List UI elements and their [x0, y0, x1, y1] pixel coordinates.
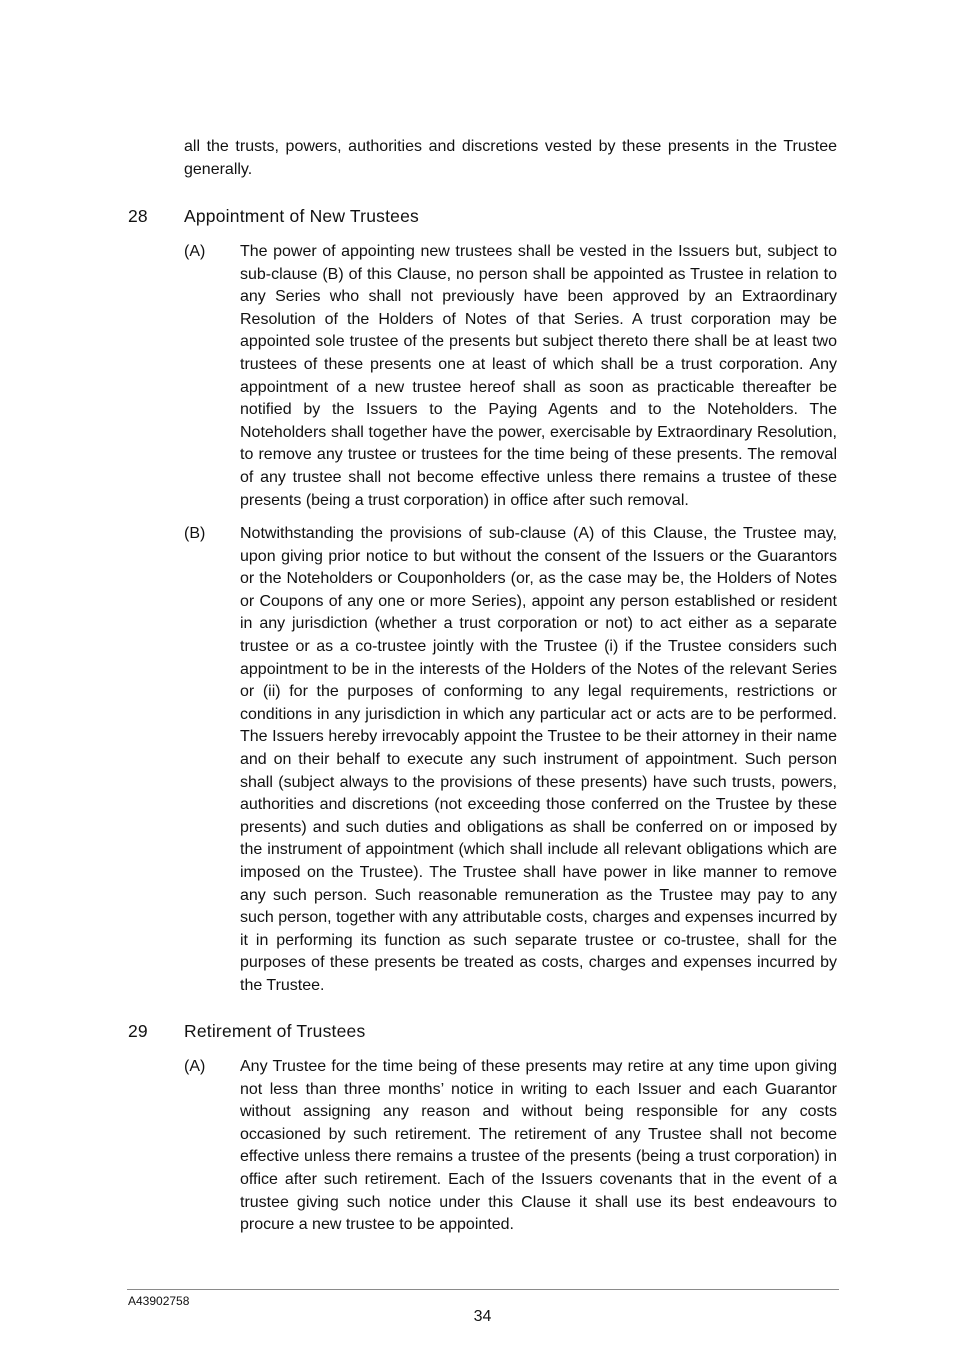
- section-heading-28: [128, 205, 828, 227]
- section-title: Retirement of Trustees: [184, 1021, 366, 1041]
- section-number: 29: [128, 1021, 148, 1041]
- page-number: 34: [473, 1308, 492, 1325]
- clause-text-28b: Notwithstanding the provisions of sub-clause (A) of this Clause, the Trustee may, upon giving prior notice to but without the consent of the Issuers or the Guarantors or the Noteholders or Couponholders (or, as the case may be, the Holders of Notes or Coupons of any one or more Series), appoint any person established or resident in any jurisdiction (whether a trust corporation or not) to act either as a separate trustee or as a co-trustee jointly with the Trustee (i) if the Trustee considers such appointment to be in the interests of the Holders of the Notes of the relevant Series or (ii) for the purposes of conforming to any legal requirements, restrictions or conditions in any jurisdiction in which any particular act or acts are to be performed. The Issuers hereby irrevocably appoint the Trustee to be their attorney in their name and on their behalf to execute any such instrument of appointment. Such person shall (subject always to the provisions of these presents) have such trusts, powers, authorities and discretions (not exceeding those conferred on the Trustee by these presents) and such duties and obligations as shall be conferred on or imposed by the instrument of appointment (which shall include all relevant obligations which are imposed on the Trustee). The Trustee shall have power in like manner to remove any such person. Such reasonable remuneration as the Trustee may pay to any such person, together with any attributable costs, charges and expenses incurred by it in performing its function as such separate trustee or co-trustee, shall for the purposes of these presents be treated as costs, charges and expenses incurred by the Trustee.: [240, 525, 837, 994]
- clause-label: (A): [184, 1058, 206, 1075]
- section-heading-29: [128, 1020, 828, 1042]
- document-reference: A43902758: [128, 1294, 190, 1308]
- clause-text-29a: Any Trustee for the time being of these presents may retire at any time upon giving not less than three months’ notice in writing to each Issuer and each Guarantor without assigning any reason and without being responsible for any costs occasioned by such retirement. The retirement of any Trustee shall not become effective unless there remains a trustee of the presents (being a trust corporation) in office after such retirement. Each of the Issuers covenants that in the event of a trustee giving such notice under this Clause it shall use its best endeavours to procure a new trustee to be appointed.: [240, 1058, 837, 1234]
- clause-label: (A): [184, 243, 206, 260]
- footer-divider: [127, 1289, 839, 1290]
- section-title: Appointment of New Trustees: [184, 206, 419, 226]
- intro-paragraph: all the trusts, powers, authorities and discretions vested by these presents in the Trustee generally.: [184, 138, 837, 178]
- section-number: 28: [128, 206, 148, 226]
- clause-label: (B): [184, 525, 206, 542]
- clause-text-28a: The power of appointing new trustees shall be vested in the Issuers but, subject to sub-clause (B) of this Clause, no person shall be appointed as Trustee in relation to any Series who shall not previously have been approved by an Extraordinary Resolution of the Holders of Notes of that Series. A trust corporation may be appointed sole trustee of the presents but subject thereto there shall be at least two trustees of these presents one at least of which shall be a trust corporation. Any appointment of a new trustee hereof shall as soon as practicable thereafter be notified by the Issuers to the Paying Agents and to the Noteholders. The Noteholders shall together have the power, exercisable by Extraordinary Resolution, to remove any trustee or trustees for the time being of these presents. The removal of any trustee shall not become effective unless there remains a trustee of these presents (being a trust corporation) in office after such removal.: [240, 243, 837, 509]
